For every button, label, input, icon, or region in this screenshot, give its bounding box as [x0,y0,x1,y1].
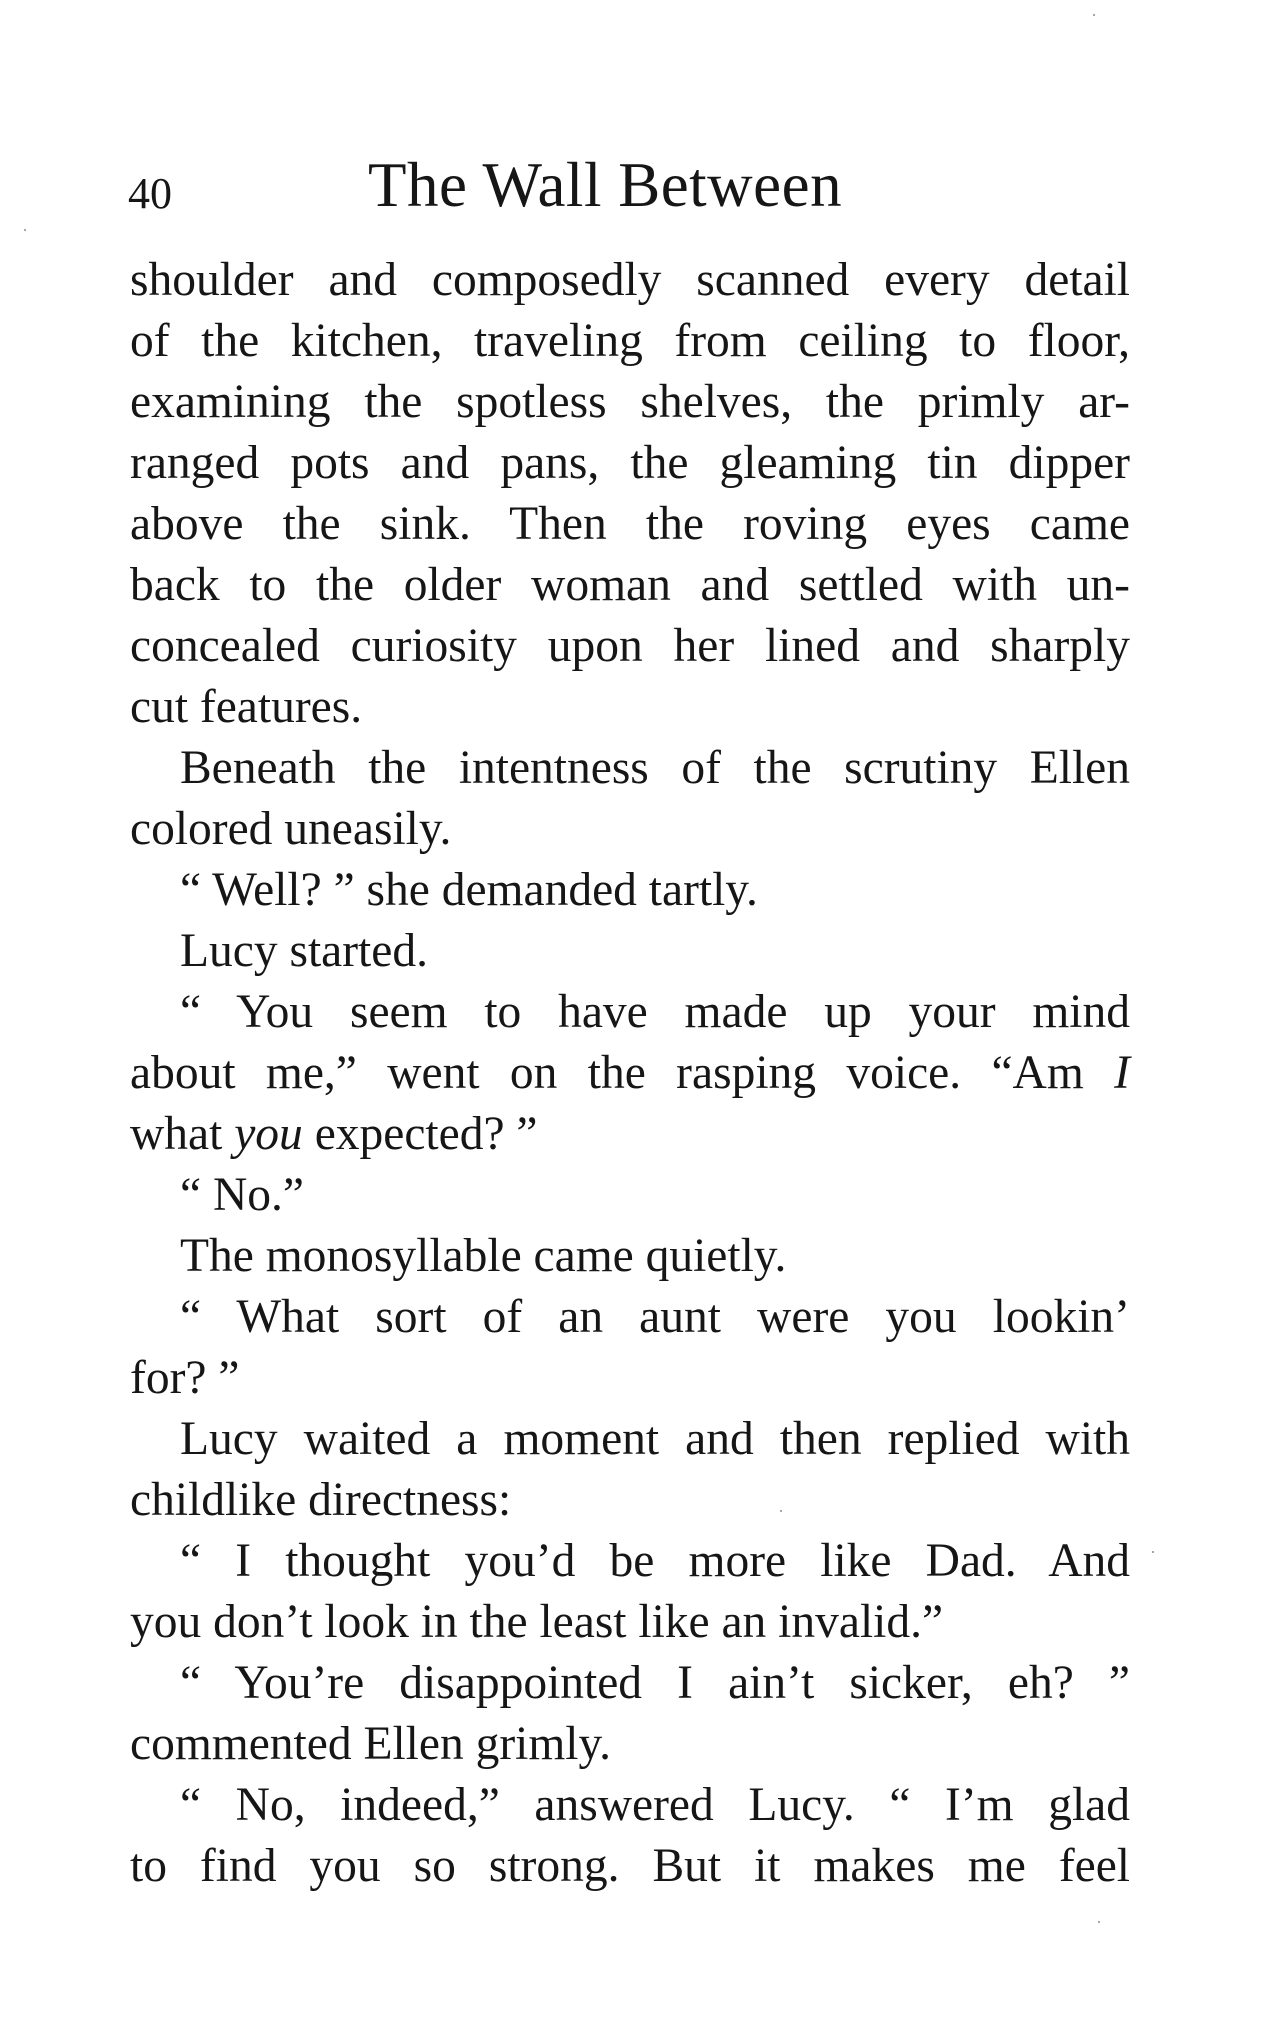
text-line: “ What sort of an aunt were you lookin’ [180,1291,1130,1343]
paper-speck [780,1510,782,1512]
emphasis-text: I [1114,1047,1130,1099]
page-header [128,150,1128,230]
text-line [130,1104,1130,1165]
text-line: “ No.” [180,1169,304,1221]
text-line: childlike directness: [130,1474,512,1526]
running-title: The Wall Between [368,150,843,220]
text-line: Beneath the intentness of the scrutiny Ellen [180,742,1130,794]
text-line: shoulder and composedly scanned every detail [130,254,1130,306]
text-line: examining the spotless shelves, the primly ar- [130,376,1130,428]
text-line: for? ” [130,1352,240,1404]
text-line: above the sink. Then the roving eyes came [130,498,1130,550]
text-line: concealed curiosity upon her lined and sharply [130,620,1130,672]
text-line: “ You’re disappointed I ain’t sicker, eh? ” [180,1657,1130,1709]
text-line: “ No, indeed,” answered Lucy. “ I’m glad [180,1779,1130,1831]
paper-speck [1098,1921,1100,1923]
text-line: Lucy waited a moment and then replied with [180,1413,1130,1465]
text-line: Lucy started. [180,925,428,977]
text-segment: expected? ” [302,1108,538,1160]
text-line: of the kitchen, traveling from ceiling to floor, [130,315,1130,367]
text-line: ranged pots and pans, the gleaming tin dipper [130,437,1130,489]
text-line: colored uneasily. [130,803,452,855]
text-line [130,1043,1130,1104]
text-line: “ You seem to have made up your mind [180,986,1130,1038]
text-line: to find you so strong. But it makes me feel [130,1840,1130,1892]
text-segment: about me,” went on the rasping voice. “Am [130,1047,1115,1099]
text-line: commented Ellen grimly. [130,1718,612,1770]
text-segment: what [130,1108,235,1160]
page-number: 40 [128,169,172,218]
paper-speck [1152,1551,1154,1553]
paper-speck [24,229,26,231]
text-line: “ I thought you’d be more like Dad. And [180,1535,1130,1587]
text-line: “ Well? ” she demanded tartly. [180,864,758,916]
emphasis-text: you [234,1108,303,1160]
text-line: back to the older woman and settled with un- [130,559,1130,611]
text-line: cut features. [130,681,363,733]
text-line: you don’t look in the least like an invalid.” [130,1596,944,1648]
paper-speck [1093,14,1095,16]
body-text [130,250,1130,1897]
text-line: The monosyllable came quietly. [180,1230,787,1282]
